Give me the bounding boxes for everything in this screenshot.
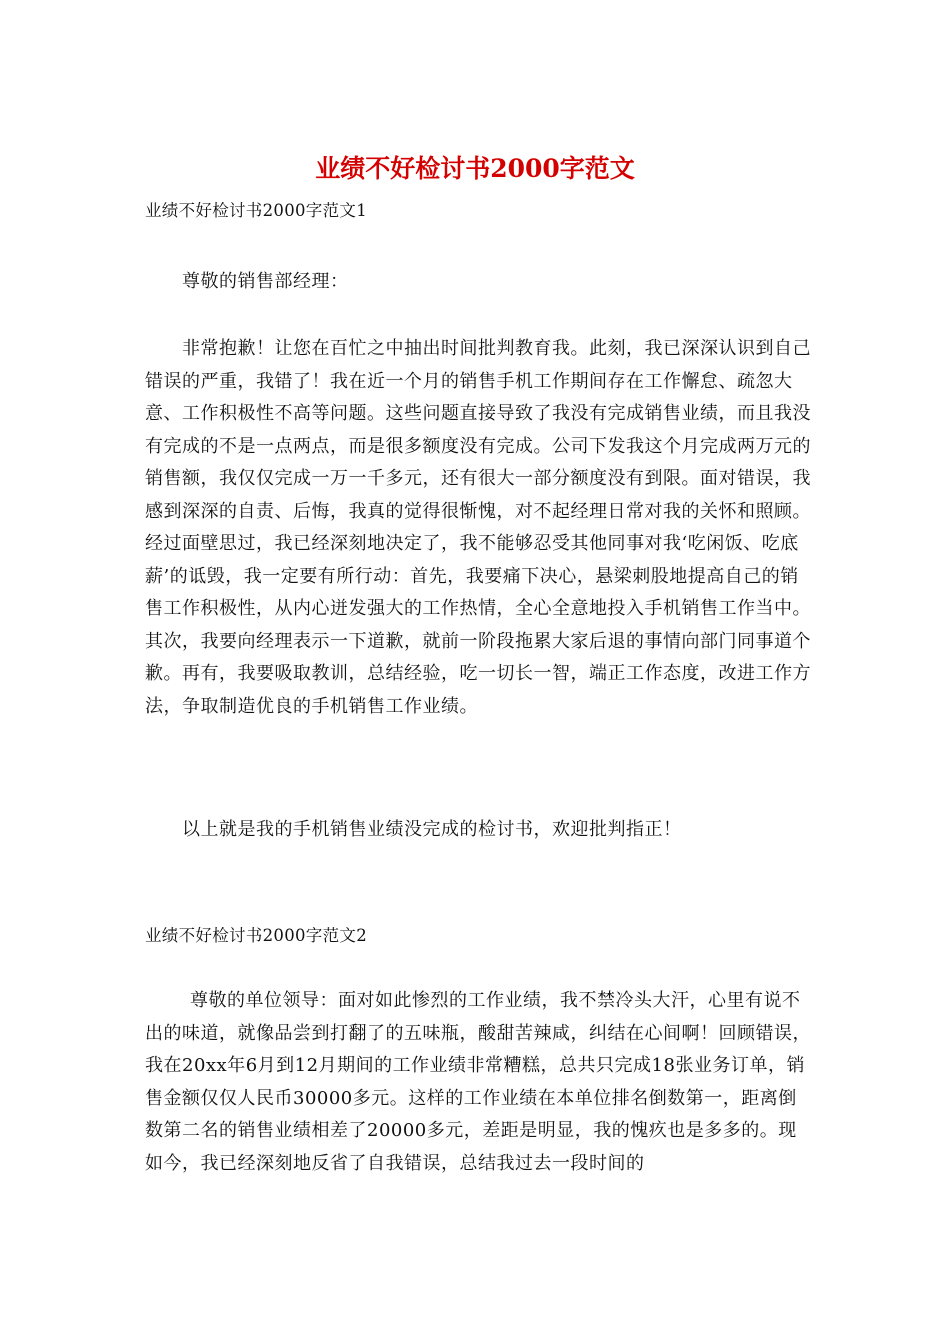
section-1-paragraph-2: 以上就是我的手机销售业绩没完成的检讨书，欢迎批判指正！ bbox=[182, 819, 682, 840]
section-1-paragraph-1: 非常抱歉！让您在百忙之中抽出时间批判教育我。此刻，我已深深认识到自己错误的严重，我错了！我在近一个月的销售手机工作期间存在工作懈怠、疏忽大意、工作积极性不高等问题。这些问题直接导致了我没有完成销售业绩，而且我没有完成的不是一点两点，而是很多额度没有完成。公司下发我这个月完成两万元的销售额，我仅仅完成一万一千多元，还有很大一部分额度没有到限。面对错误，我感到深深的自责、后悔，我真的觉得很惭愧，对不起经理日常对我的关怀和照顾。经过面壁思过，我已经深刻地决定了，我不能够忍受其他同事对我‘吃闲饭、吃底薪’的诋毁，我一定要有所行动：首先，我要痛下决心，悬梁刺股地提高自己的销售工作积极性，从内心迸发强大的工作热情，全心全意地投入手机销售工作当中。其次，我要向经理表示一下道歉，就前一阶段拖累大家后退的事情向部门同事道个歉。再有，我要吸取教训，总结经验，吃一切长一智，端正工作态度，改进工作方法，争取制造优良的手机销售工作业绩。 bbox=[145, 338, 811, 717]
section-1-heading: 业绩不好检讨书2000字范文1 bbox=[145, 201, 367, 220]
document-title: 业绩不好检讨书2000字范文 bbox=[315, 154, 635, 183]
section-2-heading: 业绩不好检讨书2000字范文2 bbox=[145, 926, 367, 945]
section-1-salutation: 尊敬的销售部经理： bbox=[182, 271, 349, 292]
section-2-paragraph-1: 尊敬的单位领导：面对如此惨烈的工作业绩，我不禁冷头大汗，心里有说不出的味道，就像品尝到打翻了的五味瓶，酸甜苦辣咸，纠结在心间啊！回顾错误，我在20xx年6月到12月期间的工作业绩非常糟糕，总共只完成18张业务订单，销售金额仅仅人民币30000多元。这样的工作业绩在本单位排名倒数第一，距离倒数第二名的销售业绩相差了20000多元，差距是明显，我的愧疚也是多多的。现如今，我已经深刻地反省了自我错误，总结我过去一段时间的 bbox=[145, 990, 811, 1174]
